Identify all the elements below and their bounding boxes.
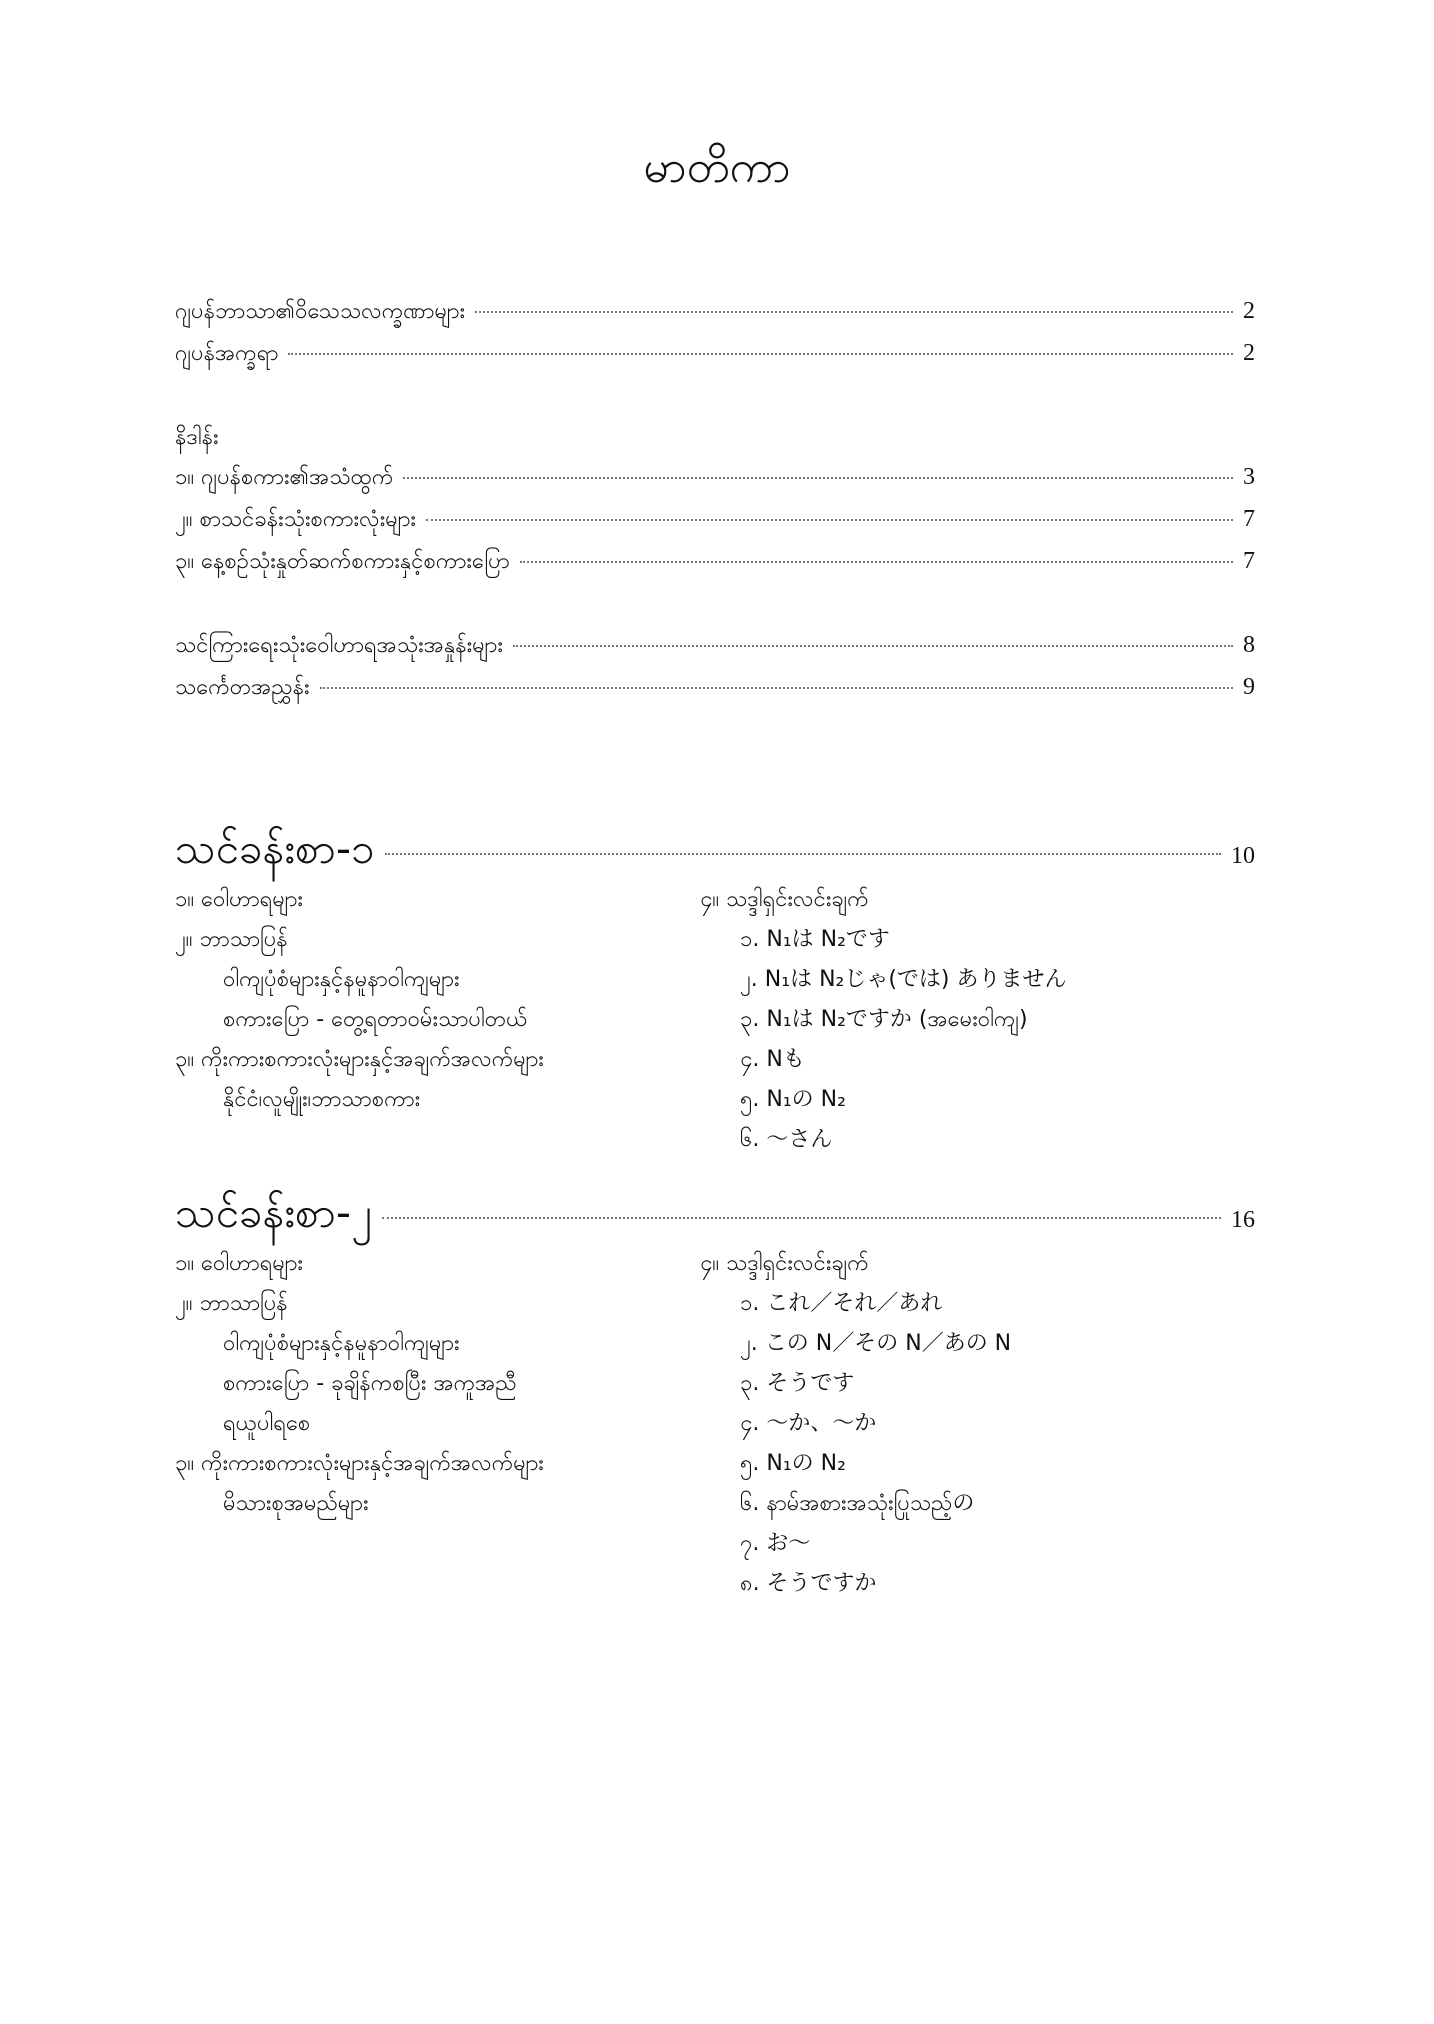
grammar-item: ၄. ～か、～か (740, 1411, 877, 1436)
lesson-item: ၂။ ဘာသာပြန် (175, 927, 288, 952)
dot-leader (403, 477, 1233, 479)
grammar-item: ၃. そうです (740, 1371, 855, 1396)
grammar-item: ၃. N₁は N₂ですか (အမေးဝါကျ) (740, 1007, 1028, 1032)
toc-entry-label: ဂျပန်ဘာသာ၏ဝိသေသလက္ခဏာများ (175, 299, 466, 324)
toc-entry-label: ဂျပန်အက္ခရာ (175, 341, 279, 366)
grammar-item: ၅. N₁の N₂ (740, 1087, 846, 1112)
lesson-1-left-column (175, 880, 544, 1120)
lesson-item: ၁။ ဝေါဟာရများ (175, 887, 304, 912)
grammar-item: ၁. これ／それ／あれ (740, 1291, 943, 1316)
lesson-title: သင်ခန်းစာ-၁ (175, 824, 375, 873)
dot-leader (320, 687, 1233, 689)
toc-entry-page: 7 (1243, 548, 1255, 574)
lesson-2-right-column (700, 1244, 1011, 1604)
lesson-subitem: ဝါကျပုံစံများနှင့်နမူနာဝါကျများ (223, 1331, 460, 1356)
dot-leader (288, 353, 1233, 355)
lesson-item: ၂။ ဘာသာပြန် (175, 1291, 288, 1316)
page-title: မာတိကာ (643, 142, 791, 193)
grammar-item: ၂. この N／その N／あの N (740, 1331, 1012, 1356)
lesson-page: 10 (1231, 843, 1255, 869)
grammar-item: ၄. Nも (740, 1047, 805, 1072)
lesson-subitem: စကားပြော - ခုချိန်ကစပြီး အကူအညီ (223, 1371, 517, 1396)
toc-entry-page: 2 (1243, 298, 1255, 324)
toc-entry[interactable] (175, 672, 1255, 706)
lesson-subitem: စကားပြော - တွေ့ရတာဝမ်းသာပါတယ် (223, 1007, 528, 1032)
toc-entry-page: 8 (1243, 632, 1255, 658)
toc-entry[interactable] (175, 630, 1255, 664)
toc-entry[interactable] (175, 504, 1255, 538)
grammar-item: ၂. N₁は N₂じゃ(では) ありません (740, 967, 1067, 992)
toc-entry-page: 7 (1243, 506, 1255, 532)
grammar-item: ၁. N₁は N₂です (740, 927, 890, 952)
lesson-item: ၁။ ဝေါဟာရများ (175, 1251, 304, 1276)
toc-entry-label: သင်္ကေတအညွှန်း (175, 675, 310, 700)
grammar-item: ၈. そうですか (740, 1571, 877, 1596)
grammar-item: ၆. နာမ်အစားအသုံးပြုသည့်の (740, 1491, 975, 1516)
dot-leader (382, 1217, 1221, 1219)
dot-leader (520, 561, 1233, 563)
grammar-item: ၅. N₁の N₂ (740, 1451, 846, 1476)
dot-leader (513, 645, 1233, 647)
toc-entry-label: ၃။ နေ့စဉ်သုံးနှုတ်ဆက်စကားနှင့်စကားပြော (175, 549, 510, 574)
lesson-item: ၃။ ကိုးကားစကားလုံးများနှင့်အချက်အလက်များ (175, 1451, 544, 1476)
lesson-2-left-column (175, 1244, 544, 1524)
dot-leader (385, 853, 1221, 855)
toc-entry-page: 9 (1243, 674, 1255, 700)
toc-entry[interactable] (175, 296, 1255, 330)
lesson-2-heading[interactable] (175, 1186, 1255, 1242)
grammar-item: ၇. お～ (740, 1531, 811, 1556)
lesson-subitem: ရယူပါရစေ (223, 1411, 311, 1436)
lesson-1-right-column (700, 880, 1067, 1160)
lesson-title: သင်ခန်းစာ-၂ (175, 1188, 372, 1237)
toc-entry-page: 2 (1243, 340, 1255, 366)
lesson-subitem: နိုင်ငံ၊လူမျိုး၊ဘာသာစကား (223, 1087, 421, 1112)
dot-leader (426, 519, 1233, 521)
lesson-page: 16 (1231, 1207, 1255, 1233)
toc-entry[interactable] (175, 338, 1255, 372)
grammar-heading: ၄။ သဒ္ဒါရှင်းလင်းချက် (700, 1251, 869, 1276)
lesson-subitem: မိသားစုအမည်များ (223, 1491, 369, 1516)
grammar-item: ၆. ～さん (740, 1127, 833, 1152)
dot-leader (475, 311, 1233, 313)
toc-entry-page: 3 (1243, 464, 1255, 490)
toc-entry-label: ၁။ ဂျပန်စကား၏အသံထွက် (175, 465, 394, 490)
toc-entry-label: ၂။ စာသင်ခန်းသုံးစကားလုံးများ (175, 507, 416, 532)
lesson-item: ၃။ ကိုးကားစကားလုံးများနှင့်အချက်အလက်များ (175, 1047, 544, 1072)
lesson-1-heading[interactable] (175, 822, 1255, 878)
lesson-subitem: ဝါကျပုံစံများနှင့်နမူနာဝါကျများ (223, 967, 460, 992)
intro-heading: နိဒါန်း (175, 425, 219, 450)
toc-entry-label: သင်ကြားရေးသုံးဝေါဟာရအသုံးအနှုန်းများ (175, 633, 503, 658)
grammar-heading: ၄။ သဒ္ဒါရှင်းလင်းချက် (700, 887, 869, 912)
toc-entry[interactable] (175, 546, 1255, 580)
toc-entry[interactable] (175, 462, 1255, 496)
